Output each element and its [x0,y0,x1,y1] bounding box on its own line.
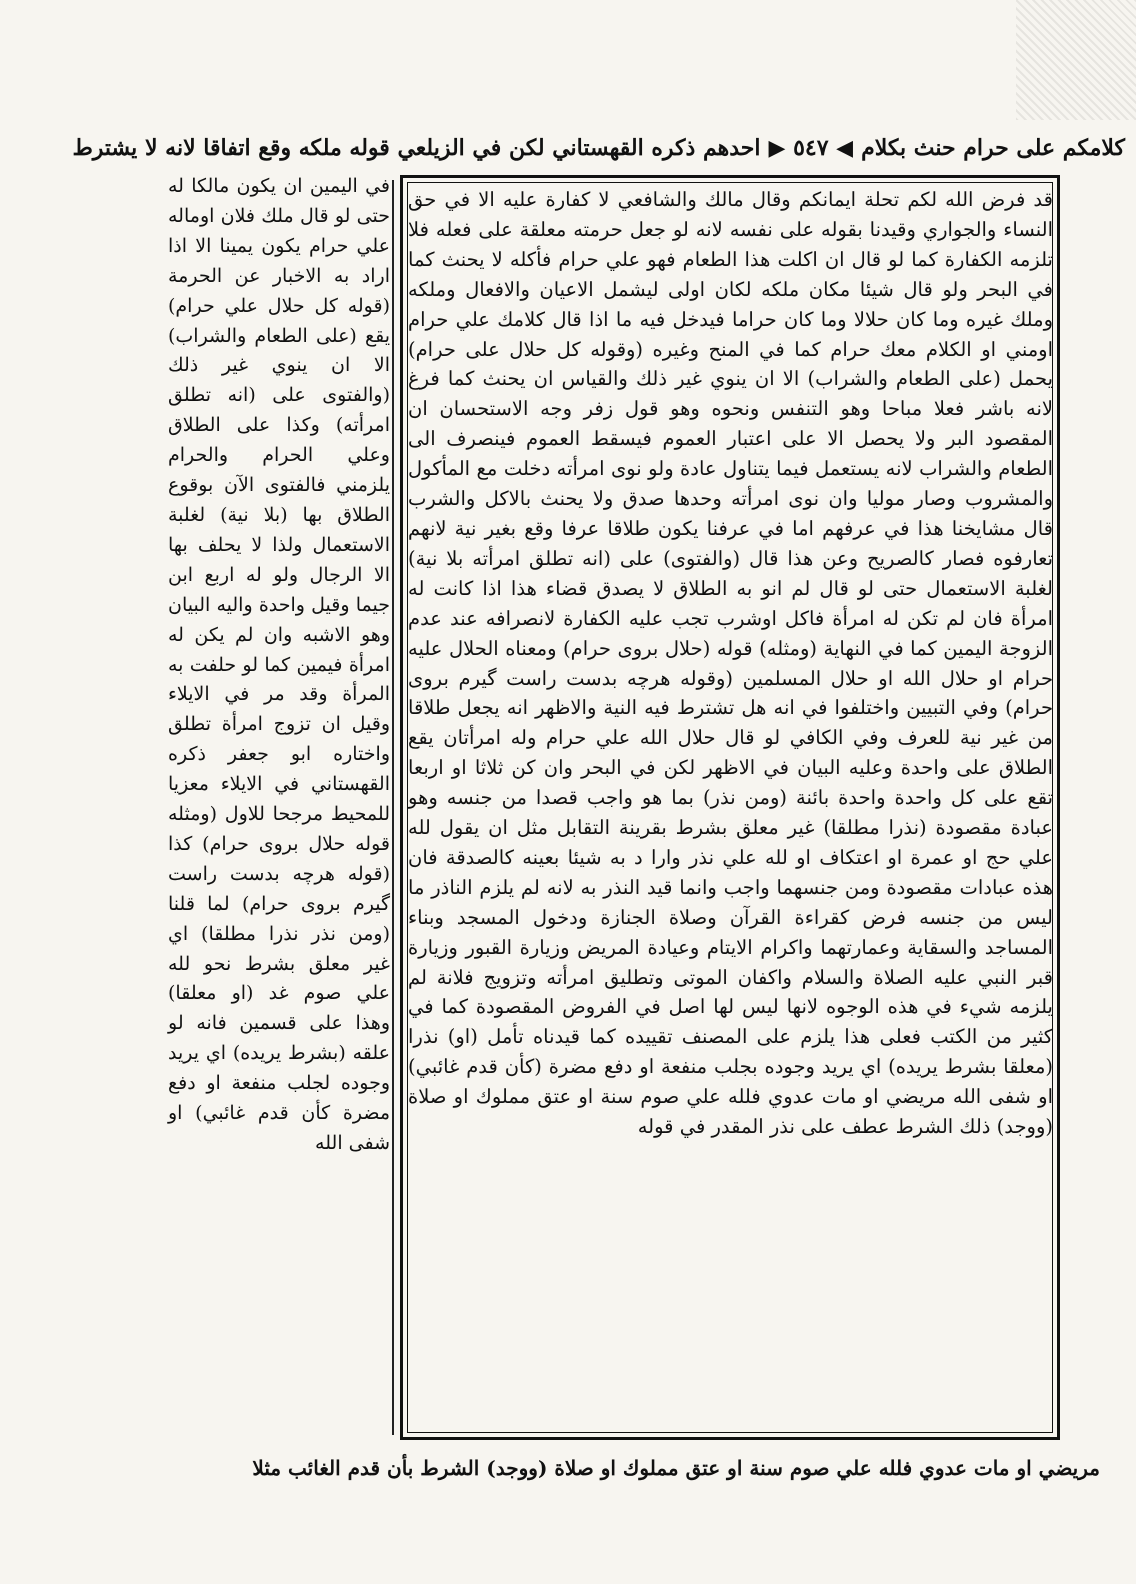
page-footer: مريضي او مات عدوي فلله علي صوم سنة او عتق مملوك او صلاة (ووجد) الشرط بأن قدم الغائب مثلا [252,1456,1100,1480]
page-header [72,126,1125,170]
main-text-block [408,185,1053,1435]
side-paragraph: في اليمين ان يكون مالكا له حتى لو قال ملك فلان اوماله علي حرام يكون يمينا الا اذا اراد به الاخبار عن الحرمة (قوله كل حلال علي حرام) يقع (على الطعام والشراب) الا ان ينوي غير ذلك (والفتوى على (انه تطلق امرأته) وكذا على الطلاق وعلي الحرام والحرام يلزمني فالفتوى الآن بوقوع الطلاق بها (بلا نية) لغلبة الاستعمال ولذا لا يحلف بها الا الرجال ولو له اربع ابن جيما وقيل واحدة واليه البيان وهو الاشبه وان لم يكن له امرأة فيمين كما لو حلفت به المرأة وقد مر في الايلاء وقيل ان تزوج امرأة تطلق واختاره ابو جعفر ذكره القهستاني في الايلاء معزيا للمحيط مرجحا للاول (ومثله قوله حلال بروى حرام) كذا (قوله هرچه بدست راست گيرم بروى حرام) لما قلنا (ومن نذر نذرا مطلقا) اي غير معلق بشرط نحو لله علي صوم غد (او معلقا) وهذا على قسمين فانه لو علقه (بشرط يريده) اي يريد وجوده لجلب منفعة او دفع مضرة كأن قدم غائبي) او شفى الله [168,175,390,1154]
scan-noise [1016,0,1136,120]
column-divider [392,180,394,1435]
main-paragraph: قد فرض الله لكم تحلة ايمانكم وقال مالك والشافعي لا كفارة عليه الا في حق النساء والجواري وقيدنا بقوله على نفسه لانه لو جعل حرمته معلقة على فعله فلا تلزمه الكفارة كما لو قال ان اكلت هذا الطعام فهو علي حرام فأكله لا يحنث كما في البحر ولو قال شيئا مكان ملكه لكان اولى ليشمل الاعيان والافعال وملكه وملك غيره وما كان حلالا وما كان حراما فيدخل فيه ما اذا قال كلامك علي حرام اومني او الكلام معك حرام كما في المنح وغيره (وقوله كل حلال على حرام) يحمل (على الطعام والشراب) الا ان ينوي غير ذلك والقياس ان يحنث كما فرغ لانه باشر فعلا مباحا وهو التنفس ونحوه وهو قول زفر وجه الاستحسان ان المقصود البر ولا يحصل الا على اعتبار العموم فيسقط العموم فينصرف الى الطعام والشراب لانه يستعمل فيما يتناول عادة ولو نوى امرأته دخلت مع المأكول والمشروب وصار موليا وان نوى امرأته وحدها صدق ولا يحنث بالاكل والشرب قال مشايخنا هذا في عرفهم اما في عرفنا يكون طلاقا عرفا وقع بغير نية لانهم تعارفوه فصار كالصريح وعن هذا قال (والفتوى) على (انه تطلق امرأته بلا نية) لغلبة الاستعمال حتى لو قال لم انو به الطلاق لا يصدق قضاء هذا اذا كانت له امرأة فان لم تكن له امرأة فاكل اوشرب تجب عليه الكفارة لانصرافه عند عدم الزوجة اليمين كما في النهاية (ومثله) قوله (حلال بروى حرام) ومعناه الحلال عليه حرام او حلال الله او حلال المسلمين (وقوله هرچه بدست راست گيرم بروى حرام) وفي التبيين واختلفوا في انه هل تشترط فيه النية والاظهر انه يجعل طلاقا من غير نية للعرف وفي الكافي لو قال حلال الله علي حرام وله امرأتان يقع الطلاق على واحدة وعليه البيان في الاظهر لكن في البحر وان كن ثلاثا او اربعا تقع على كل واحدة واحدة بائنة (ومن نذر) بما هو واجب قصدا من جنسه وهو عبادة مقصودة (نذرا مطلقا) غير معلق بشرط بقرينة التقابل مثل ان يقول لله علي حج او عمرة او اعتكاف او لله علي نذر وارا د به شيئا بعينه كالصدقة فان هذه عبادات مقصودة ومن جنسهما واجب وانما قيد النذر به لانه لم يلزم الناذر ما ليس من جنسه فرض كقراءة القرآن وصلاة الجنازة ودخول المسجد وبناء المساجد والسقاية وعمارتهما واكرام الايتام وعيادة المريض وزيارة القبور وزيارة قبر النبي عليه الصلاة والسلام واكفان الموتى وتطليق امرأته وتزويج فلانة لم يلزمه شيء في هذه الوجوه لانها ليس لها اصل في الفروض المقصودة كما في كثير من الكتب فعلى هذا يلزم على المصنف تقييده كما قيدناه تأمل (او) نذرا (معلقا بشرط يريده) اي يريد وجوده بجلب منفعة او دفع مضرة (كأن قدم غائبي) او شفى الله مريضي او مات عدوي فلله علي صوم سنة او عتق مملوك او صلاة (ووجد) ذلك الشرط عطف على نذر المقدر في قوله [408,188,1053,1139]
side-commentary [168,172,390,1442]
header-right-text: كلامكم على حرام حنث بكلام [861,135,1125,161]
header-left-text: احدهم ذكره القهستاني لكن في الزيلعي قوله ملكه وقع اتفاقا لانه لا يشترط [72,135,761,161]
page-number: ◀ ٥٤٧ ▶ [768,135,854,161]
